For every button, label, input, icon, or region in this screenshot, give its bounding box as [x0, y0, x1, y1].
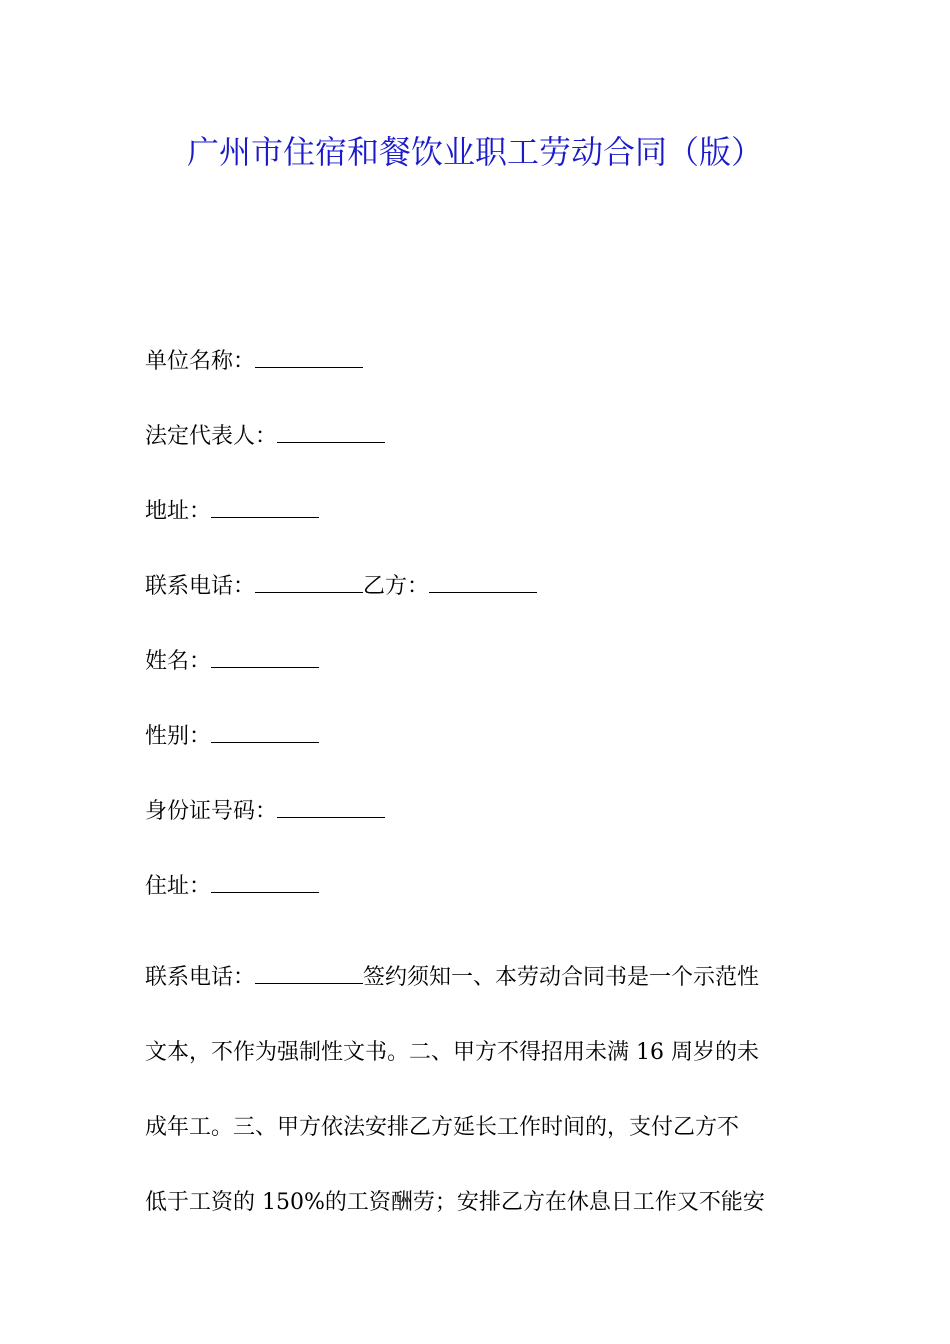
body-line-1-text: 签约须知一、本劳动合同书是一个示范性 [363, 965, 760, 990]
party-b-label: 乙方： [363, 574, 430, 599]
unit-name-blank [255, 345, 363, 368]
body-line-3: 成年工。三、甲方依法安排乙方延长工作时间的，支付乙方不 [145, 1115, 740, 1140]
party-b-blank [429, 570, 537, 593]
residence-label: 住址： [145, 874, 212, 899]
residence-blank [211, 870, 319, 893]
id-number-blank [277, 795, 385, 818]
body-line-2: 文本，不作为强制性文书。二、甲方不得招用未满 16 周岁的未 [145, 1040, 759, 1065]
name-field [145, 645, 319, 677]
address-field [145, 495, 319, 527]
body-line-4: 低于工资的 150%的工资酬劳；安排乙方在休息日工作又不能安 [145, 1190, 765, 1215]
legal-rep-blank [277, 420, 385, 443]
legal-rep-label: 法定代表人： [145, 424, 278, 449]
phone-party-b-field [145, 570, 537, 602]
id-number-label: 身份证号码： [145, 799, 278, 824]
phone-b-label: 联系电话： [145, 965, 256, 990]
name-label: 姓名： [145, 649, 212, 674]
gender-blank [211, 720, 319, 743]
body-paragraph [145, 940, 810, 1240]
gender-label: 性别： [145, 724, 212, 749]
legal-rep-field [145, 420, 385, 452]
name-blank [211, 645, 319, 668]
address-blank [211, 495, 319, 518]
phone-b-blank [255, 961, 363, 984]
gender-field [145, 720, 319, 752]
unit-name-field [145, 345, 363, 377]
unit-name-label: 单位名称： [145, 349, 256, 374]
residence-field [145, 870, 319, 902]
body-line-1 [145, 940, 810, 1015]
id-number-field [145, 795, 385, 827]
phone-a-blank [255, 570, 363, 593]
document-title: 广州市住宿和餐饮业职工劳动合同（版） [186, 133, 763, 171]
address-label: 地址： [145, 499, 212, 524]
phone-a-label: 联系电话： [145, 574, 256, 599]
